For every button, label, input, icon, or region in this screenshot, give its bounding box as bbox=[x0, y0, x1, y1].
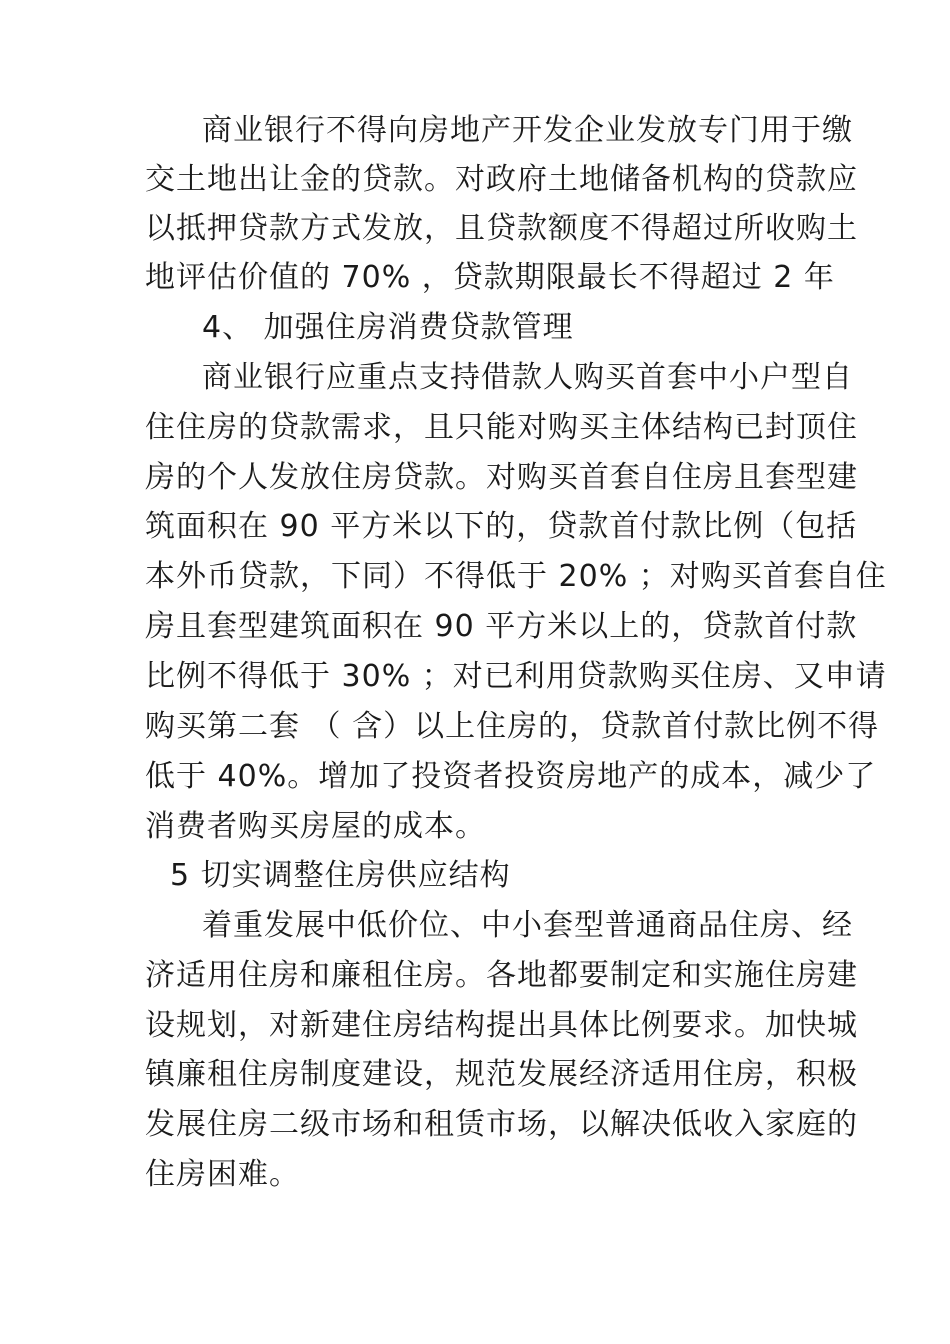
section-heading: 5 切实调整住房供应结构 bbox=[170, 858, 511, 893]
paragraph-line: 商业银行不得向房地产开发企业发放专门用于缴 bbox=[202, 113, 853, 148]
paragraph-line: 济适用住房和廉租住房。各地都要制定和实施住房建 bbox=[145, 958, 858, 993]
paragraph-line: 消费者购买房屋的成本。 bbox=[145, 809, 486, 844]
paragraph-line: 本外币贷款，下同）不得低于 20% ；对购买首套自住 bbox=[145, 559, 887, 594]
paragraph-line: 比例不得低于 30% ；对已利用贷款购买住房、又申请 bbox=[145, 659, 887, 694]
paragraph-line: 交土地出让金的贷款。对政府土地储备机构的贷款应 bbox=[145, 162, 858, 197]
paragraph-line: 筑面积在 90 平方米以下的，贷款首付款比例（包括 bbox=[145, 509, 858, 544]
paragraph-line: 房的个人发放住房贷款。对购买首套自住房且套型建 bbox=[145, 460, 858, 495]
paragraph-line: 着重发展中低价位、中小套型普通商品住房、经 bbox=[202, 908, 853, 943]
paragraph-line: 以抵押贷款方式发放，且贷款额度不得超过所收购土 bbox=[145, 211, 858, 246]
paragraph-line: 住房困难。 bbox=[145, 1157, 300, 1192]
paragraph-line: 商业银行应重点支持借款人购买首套中小户型自 bbox=[202, 360, 853, 395]
paragraph-line: 镇廉租住房制度建设，规范发展经济适用住房，积极 bbox=[145, 1057, 858, 1092]
paragraph-line: 设规划，对新建住房结构提出具体比例要求。加快城 bbox=[145, 1008, 858, 1043]
paragraph-line: 低于 40%。增加了投资者投资房地产的成本，减少了 bbox=[145, 759, 877, 794]
paragraph-line: 住住房的贷款需求，且只能对购买主体结构已封顶住 bbox=[145, 410, 858, 445]
section-heading: 4、 加强住房消费贷款管理 bbox=[202, 310, 574, 345]
paragraph-line: 房且套型建筑面积在 90 平方米以上的，贷款首付款 bbox=[145, 609, 858, 644]
paragraph-line: 购买第二套 （ 含）以上住房的，贷款首付款比例不得 bbox=[145, 709, 880, 744]
paragraph-line: 发展住房二级市场和租赁市场，以解决低收入家庭的 bbox=[145, 1107, 858, 1142]
paragraph-line: 地评估价值的 70% ，贷款期限最长不得超过 2 年 bbox=[145, 260, 835, 295]
